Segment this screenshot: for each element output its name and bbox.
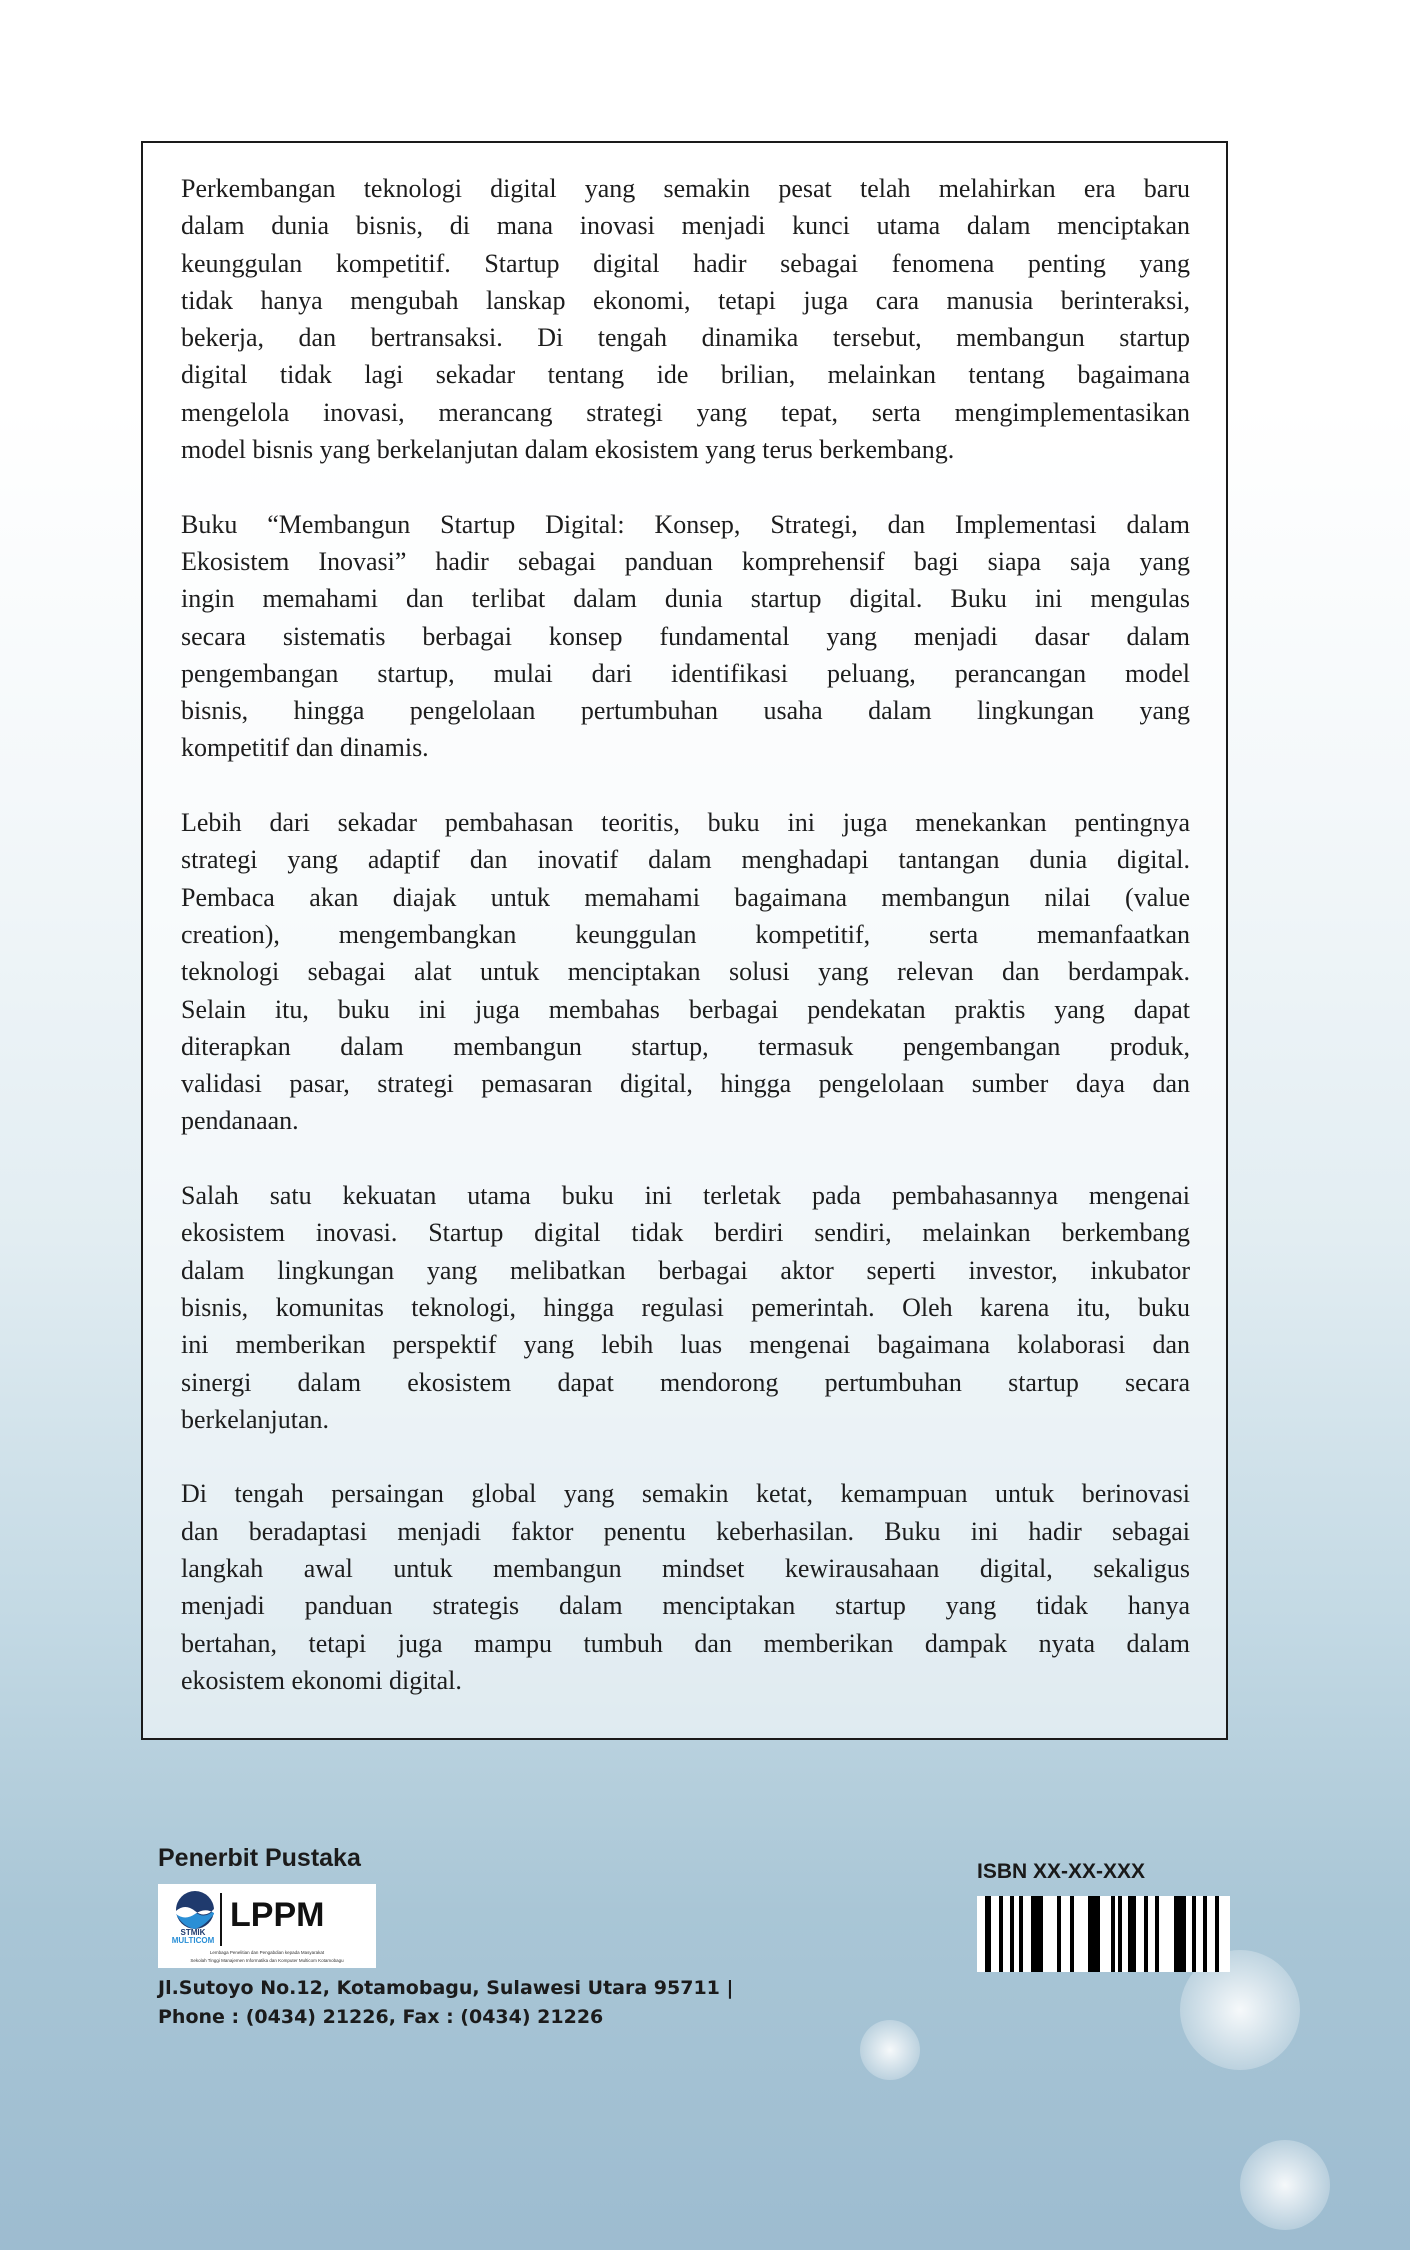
paragraph-line: ingin memahami dan terlibat dalam dunia startup digital. Buku ini mengulas bbox=[181, 584, 1190, 614]
paragraph-line: dalam dunia bisnis, di mana inovasi menjadi kunci utama dalam menciptakan bbox=[181, 211, 1190, 241]
paragraph-line: teknologi sebagai alat untuk menciptakan solusi yang relevan dan berdampak. bbox=[181, 957, 1190, 987]
description-paragraph bbox=[181, 170, 1190, 468]
paragraph-line: ekosistem inovasi. Startup digital tidak berdiri sendiri, melainkan berkembang bbox=[181, 1218, 1190, 1248]
logo-org-bottom: MULTICOM bbox=[171, 1936, 215, 1945]
back-cover-description bbox=[181, 170, 1190, 1736]
description-paragraph bbox=[181, 506, 1190, 767]
address-line: Jl.Sutoyo No.12, Kotamobagu, Sulawesi Utara 95711 | bbox=[158, 1977, 734, 1999]
paragraph-line: tidak hanya mengubah lanskap ekonomi, tetapi juga cara manusia berinteraksi, bbox=[181, 285, 1190, 315]
barcode-bar bbox=[1215, 1896, 1219, 1972]
paragraph-line: model bisnis yang berkelanjutan dalam ekosistem yang terus berkembang. bbox=[181, 435, 955, 465]
barcode-bar bbox=[1031, 1896, 1043, 1972]
logo-org-name bbox=[171, 1929, 215, 1945]
barcode-bar bbox=[1010, 1896, 1014, 1972]
barcode-bar bbox=[1111, 1896, 1115, 1972]
barcode-bar bbox=[1144, 1896, 1148, 1972]
paragraph-line: bertahan, tetapi juga mampu tumbuh dan memberikan dampak nyata dalam bbox=[181, 1628, 1190, 1658]
paragraph-line: Ekosistem Inovasi” hadir sebagai panduan komprehensif bagi siapa saja yang bbox=[181, 546, 1190, 576]
barcode-bar bbox=[1118, 1896, 1122, 1972]
paragraph-line: Perkembangan teknologi digital yang semakin pesat telah melahirkan era baru bbox=[181, 174, 1190, 203]
paragraph-line: diterapkan dalam membangun startup, termasuk pengembangan produk, bbox=[181, 1031, 1190, 1061]
description-paragraph bbox=[181, 804, 1190, 1140]
description-paragraph bbox=[181, 1177, 1190, 1438]
paragraph-line: bekerja, dan bertransaksi. Di tengah dinamika tersebut, membangun startup bbox=[181, 323, 1190, 353]
isbn-label: ISBN XX-XX-XXX bbox=[977, 1860, 1146, 1883]
paragraph-line: Selain itu, buku ini juga membahas berbagai pendekatan praktis yang dapat bbox=[181, 994, 1190, 1024]
paragraph-line: digital tidak lagi sekadar tentang ide brilian, melainkan tentang bagaimana bbox=[181, 360, 1190, 390]
paragraph-line: strategi yang adaptif dan inovatif dalam menghadapi tantangan dunia digital. bbox=[181, 845, 1190, 875]
logo-subtitle: Sekolah Tinggi Manajemen Informatika dan Komputer Multicom Kotamobagu bbox=[190, 1958, 344, 1963]
background-light bbox=[1240, 2140, 1330, 2230]
publisher-address bbox=[158, 1974, 733, 2032]
paragraph-line: Pembaca akan diajak untuk memahami bagaimana membangun nilai (value bbox=[181, 882, 1190, 912]
paragraph-line: sinergi dalam ekosistem dapat mendorong pertumbuhan startup secara bbox=[181, 1367, 1190, 1397]
paragraph-line: pengembangan startup, mulai dari identifikasi peluang, perancangan model bbox=[181, 658, 1190, 688]
barcode-bar bbox=[1128, 1896, 1136, 1972]
publisher-label: Penerbit Pustaka bbox=[158, 1844, 361, 1872]
paragraph-line: bisnis, komunitas teknologi, hingga regulasi pemerintah. Oleh karena itu, buku bbox=[181, 1292, 1190, 1322]
barcode-bar bbox=[985, 1896, 991, 1972]
barcode-bar bbox=[1174, 1896, 1186, 1972]
stmik-multicom-logo-icon bbox=[175, 1890, 215, 1932]
logo-divider bbox=[220, 1893, 222, 1946]
description-paragraph bbox=[181, 1475, 1190, 1699]
barcode-bar bbox=[1070, 1896, 1074, 1972]
barcode-bar bbox=[1057, 1896, 1061, 1972]
barcode-bar bbox=[999, 1896, 1003, 1972]
paragraph-line: ini memberikan perspektif yang lebih luas mengenai bagaimana kolaborasi dan bbox=[181, 1330, 1190, 1360]
barcode-bar bbox=[1192, 1896, 1196, 1972]
barcode-bar bbox=[1203, 1896, 1207, 1972]
logo-subtitle: Lembaga Penelitian dan Pengabdian kepada Masyarakat bbox=[209, 1950, 325, 1955]
paragraph-line: pendanaan. bbox=[181, 1106, 299, 1136]
logo-title: LPPM bbox=[230, 1896, 325, 1934]
paragraph-line: keunggulan kompetitif. Startup digital hadir sebagai fenomena penting yang bbox=[181, 248, 1190, 278]
paragraph-line: ekosistem ekonomi digital. bbox=[181, 1665, 462, 1695]
barcode-bar bbox=[1088, 1896, 1100, 1972]
paragraph-line: creation), mengembangkan keunggulan kompetitif, serta memanfaatkan bbox=[181, 919, 1190, 949]
paragraph-line: Salah satu kekuatan utama buku ini terletak pada pembahasannya mengenai bbox=[181, 1181, 1190, 1211]
lppm-logo bbox=[158, 1884, 376, 1968]
logo-org-top: STMIK bbox=[180, 1928, 206, 1937]
barcode-bar bbox=[1019, 1896, 1023, 1972]
paragraph-line: Di tengah persaingan global yang semakin ketat, kemampuan untuk berinovasi bbox=[181, 1479, 1190, 1509]
barcode-icon bbox=[977, 1896, 1230, 1972]
paragraph-line: secara sistematis berbagai konsep fundamental yang menjadi dasar dalam bbox=[181, 621, 1190, 651]
paragraph-line: Lebih dari sekadar pembahasan teoritis, buku ini juga menekankan pentingnya bbox=[181, 808, 1190, 838]
paragraph-line: menjadi panduan strategis dalam menciptakan startup yang tidak hanya bbox=[181, 1591, 1190, 1621]
paragraph-line: mengelola inovasi, merancang strategi yang tepat, serta mengimplementasikan bbox=[181, 397, 1190, 427]
paragraph-line: langkah awal untuk membangun mindset kewirausahaan digital, sekaligus bbox=[181, 1553, 1190, 1583]
paragraph-line: Buku “Membangun Startup Digital: Konsep, Strategi, dan Implementasi dalam bbox=[181, 509, 1190, 539]
background-light bbox=[860, 2020, 920, 2080]
barcode-bar bbox=[1155, 1896, 1159, 1972]
contact-line: Phone : (0434) 21226, Fax : (0434) 21226 bbox=[158, 2006, 604, 2028]
paragraph-line: kompetitif dan dinamis. bbox=[181, 733, 429, 763]
paragraph-line: dan beradaptasi menjadi faktor penentu keberhasilan. Buku ini hadir sebagai bbox=[181, 1516, 1190, 1546]
paragraph-line: dalam lingkungan yang melibatkan berbagai aktor seperti investor, inkubator bbox=[181, 1255, 1190, 1285]
paragraph-line: berkelanjutan. bbox=[181, 1404, 329, 1434]
paragraph-line: bisnis, hingga pengelolaan pertumbuhan usaha dalam lingkungan yang bbox=[181, 696, 1190, 726]
paragraph-line: validasi pasar, strategi pemasaran digital, hingga pengelolaan sumber daya dan bbox=[181, 1069, 1190, 1099]
